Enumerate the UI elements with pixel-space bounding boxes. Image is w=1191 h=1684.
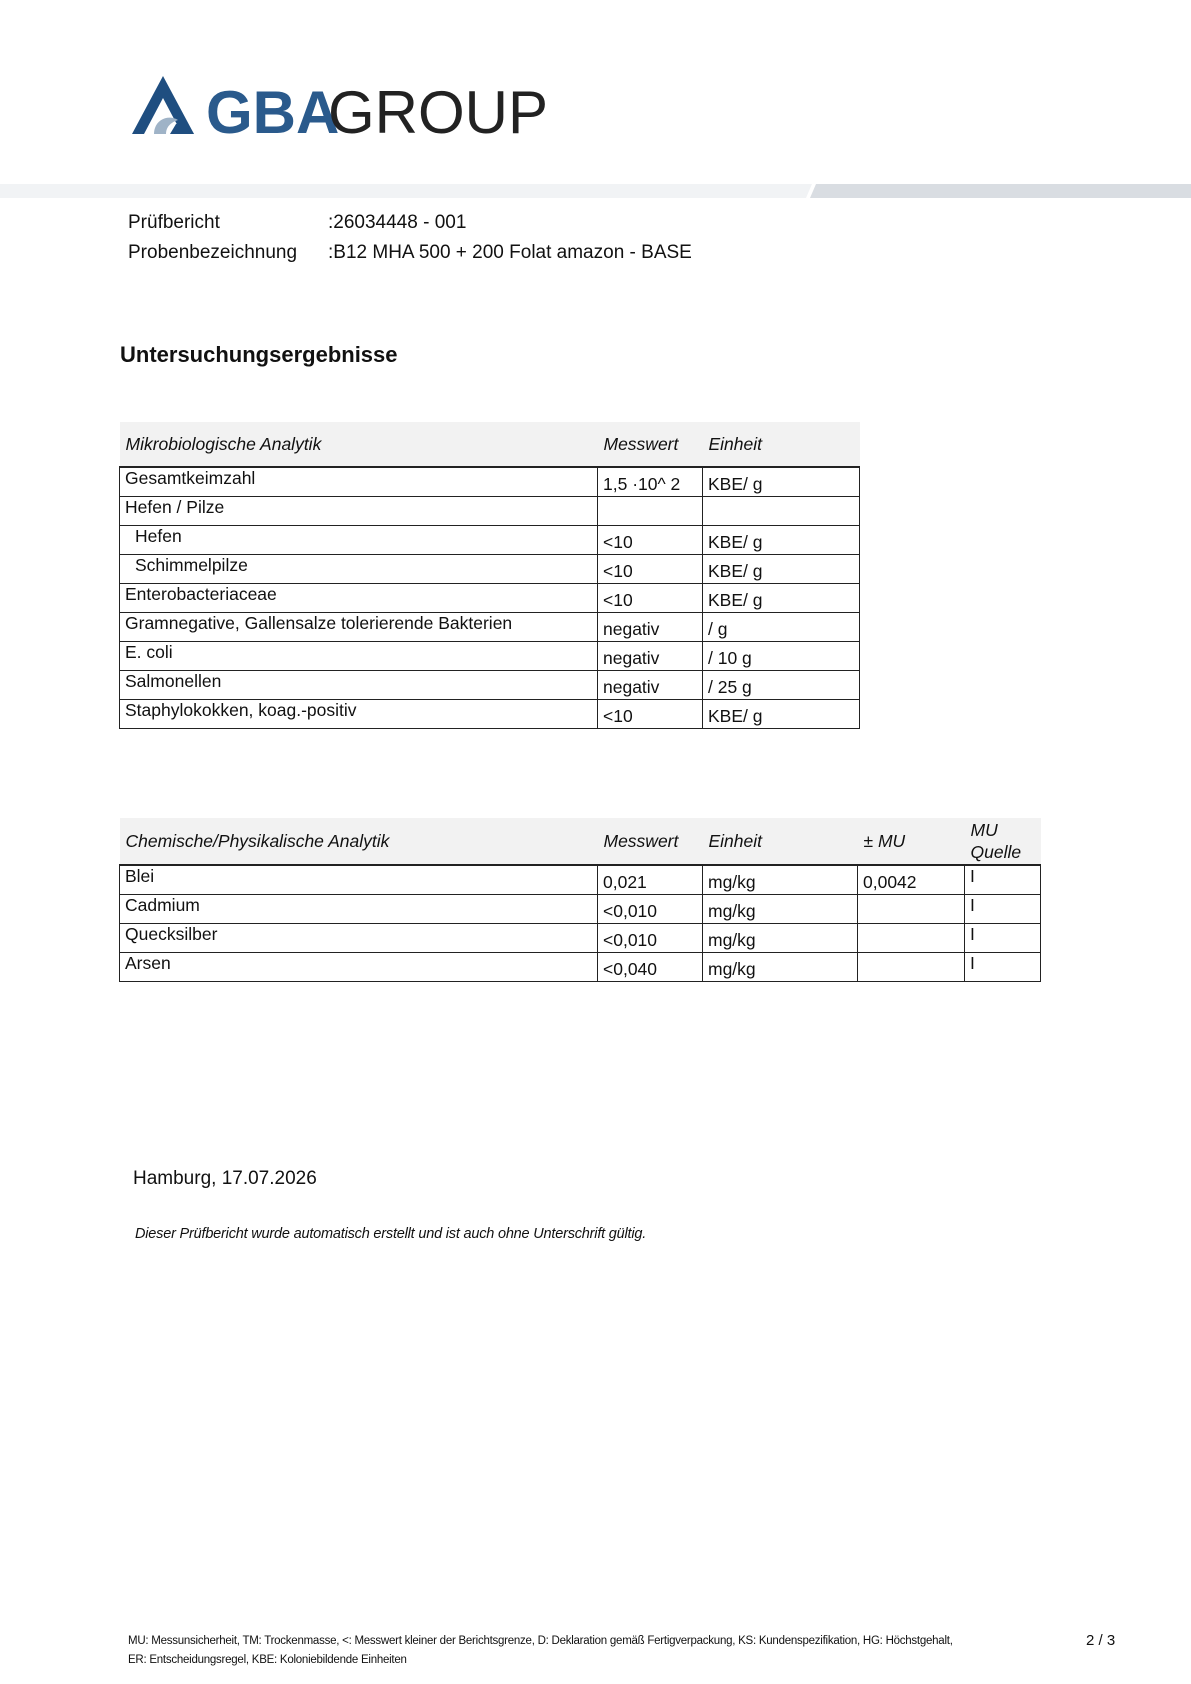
unit-cell (703, 497, 860, 526)
parameter-cell: Enterobacteriaceae (120, 584, 598, 613)
value-cell: <10 (598, 526, 703, 555)
value-cell (598, 497, 703, 526)
unit-cell: KBE/ g (703, 555, 860, 584)
company-logo (132, 76, 562, 146)
parameter-cell: Gramnegative, Gallensalze tolerierende Bakterien (120, 613, 598, 642)
table-row (120, 526, 860, 555)
sample-name-label: Probenbezeichnung (128, 242, 298, 263)
mu-source-cell: I (965, 865, 1041, 895)
unit-cell: mg/kg (703, 953, 858, 982)
parameter-cell: Schimmelpilze (120, 555, 598, 584)
table-row (120, 671, 860, 700)
value-cell: 1,5 ·10^ 2 (598, 467, 703, 497)
parameter-cell: Hefen (120, 526, 598, 555)
chemistry-table (119, 818, 1041, 982)
section-title: Untersuchungsergebnisse (120, 342, 398, 367)
value-cell: <10 (598, 700, 703, 729)
report-number-value: :26034448 - 001 (328, 212, 467, 233)
unit-cell: KBE/ g (703, 526, 860, 555)
mu-cell (858, 953, 965, 982)
svg-text:GBA: GBA (206, 79, 340, 146)
column-header-value: Messwert (598, 422, 703, 467)
value-cell: <0,040 (598, 953, 703, 982)
column-header-value: Messwert (598, 818, 703, 865)
table-header-row (120, 818, 1041, 865)
table-row (120, 555, 860, 584)
parameter-cell: Blei (120, 865, 598, 895)
unit-cell: KBE/ g (703, 584, 860, 613)
parameter-cell: Hefen / Pilze (120, 497, 598, 526)
mu-source-cell: I (965, 895, 1041, 924)
microbiology-table (119, 422, 860, 729)
table-row (120, 613, 860, 642)
value-cell: <0,010 (598, 924, 703, 953)
column-header-unit: Einheit (703, 422, 860, 467)
gba-group-logo-icon (132, 76, 562, 146)
unit-cell: KBE/ g (703, 467, 860, 497)
report-number-label: Prüfbericht (128, 212, 220, 233)
column-header-parameter: Mikrobiologische Analytik (120, 422, 598, 467)
parameter-cell: Staphylokokken, koag.-positiv (120, 700, 598, 729)
column-header-mu: ± MU (858, 818, 965, 865)
table-row (120, 924, 1041, 953)
mu-source-header-line2: Quelle (970, 842, 1022, 862)
column-header-mu-source (965, 818, 1041, 865)
unit-cell: KBE/ g (703, 700, 860, 729)
footer-legend (128, 1632, 1028, 1670)
table-row (120, 865, 1041, 895)
table-header-row (120, 422, 860, 467)
page-number: 2 / 3 (1086, 1632, 1116, 1649)
mu-source-header-line1: MU (970, 820, 998, 840)
parameter-cell: E. coli (120, 642, 598, 671)
value-cell: <10 (598, 555, 703, 584)
unit-cell: / 25 g (703, 671, 860, 700)
value-cell: 0,021 (598, 865, 703, 895)
parameter-cell: Arsen (120, 953, 598, 982)
unit-cell: mg/kg (703, 865, 858, 895)
table-row (120, 953, 1041, 982)
table-row (120, 497, 860, 526)
validity-note: Dieser Prüfbericht wurde automatisch erstellt und ist auch ohne Unterschrift gültig. (135, 1226, 647, 1242)
unit-cell: / g (703, 613, 860, 642)
footer-legend-line: ER: Entscheidungsregel, KBE: Koloniebildende Einheiten (128, 1654, 407, 1666)
unit-cell: mg/kg (703, 895, 858, 924)
footer-legend-line: MU: Messunsicherheit, TM: Trockenmasse, <: Messwert kleiner der Berichtsgrenze, D: Deklaration gemäß Fertigverpackung, KS: Kundenspezifikation, HG: Höchstgehalt, (128, 1635, 953, 1647)
sample-name-value: :B12 MHA 500 + 200 Folat amazon - BASE (328, 242, 692, 263)
value-cell: negativ (598, 671, 703, 700)
table-row (120, 700, 860, 729)
mu-source-cell: I (965, 924, 1041, 953)
table-row (120, 895, 1041, 924)
value-cell: <10 (598, 584, 703, 613)
column-header-parameter: Chemische/Physikalische Analytik (120, 818, 598, 865)
place-and-date: Hamburg, 17.07.2026 (133, 1168, 317, 1189)
unit-cell: / 10 g (703, 642, 860, 671)
table-row (120, 467, 860, 497)
mu-cell: 0,0042 (858, 865, 965, 895)
mu-source-cell: I (965, 953, 1041, 982)
parameter-cell: Gesamtkeimzahl (120, 467, 598, 497)
parameter-cell: Quecksilber (120, 924, 598, 953)
unit-cell: mg/kg (703, 924, 858, 953)
value-cell: negativ (598, 613, 703, 642)
table-row (120, 642, 860, 671)
value-cell: <0,010 (598, 895, 703, 924)
parameter-cell: Salmonellen (120, 671, 598, 700)
table-row (120, 584, 860, 613)
header-band (0, 184, 1191, 198)
svg-text:GROUP: GROUP (328, 79, 549, 146)
mu-cell (858, 924, 965, 953)
mu-cell (858, 895, 965, 924)
column-header-unit: Einheit (703, 818, 858, 865)
parameter-cell: Cadmium (120, 895, 598, 924)
value-cell: negativ (598, 642, 703, 671)
